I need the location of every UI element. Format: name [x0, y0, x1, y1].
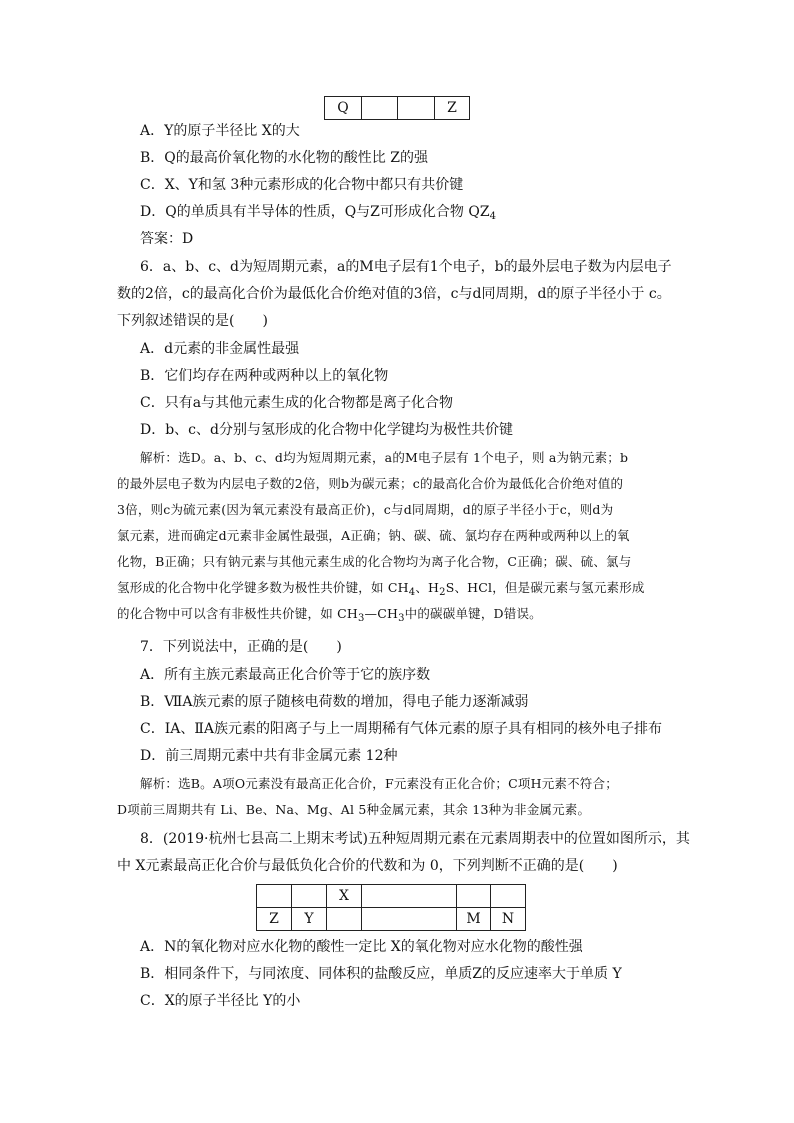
table1-cell-3: [398, 97, 435, 120]
table2-cell-m: M: [457, 908, 491, 931]
q7-option-d: D．前三周期元素中共有非金属元素 12种: [140, 748, 398, 764]
table2-r2-c3: [327, 908, 362, 931]
table2-r1-c5: [457, 885, 491, 908]
table2-cell-x: X: [327, 885, 362, 908]
table2-cell-y: Y: [292, 908, 327, 931]
table2-r1-c1: [257, 885, 292, 908]
q8-stem-line1: 8．(2019·杭州七县高二上期末考试)五种短周期元素在元素周期表中的位置如图所示，其: [140, 831, 690, 847]
q6-stem-line2: 数的2倍，c的最高化合价为最低化合价绝对值的3倍，c与d同周期，d的原子半径小于 c。: [117, 286, 671, 302]
q5-option-a: A．Y的原子半径比 X的大: [140, 123, 300, 139]
q6-option-b: B．它们均存在两种或两种以上的氧化物: [140, 368, 389, 384]
table2-r1-c2: [292, 885, 327, 908]
table2-cell-z: Z: [257, 908, 292, 931]
q6-option-d: D．b、c、d分别与氢形成的化合物中化学键均为极性共价键: [140, 422, 513, 438]
q6-explanation-line6: 氢形成的化合物中化学键多数为极性共价键，如 $CH_4$、$H_2S$、HCl，但是碳元素与氢元素形成: [117, 580, 645, 598]
q6-option-c: C．只有a与其他元素生成的化合物都是离子化合物: [140, 395, 454, 411]
q8-option-c: C．X的原子半径比 Y的小: [140, 993, 301, 1009]
q8-stem-line2: 中 X元素最高正化合价与最低负化合价的代数和为 0，下列判断不正确的是( ): [117, 858, 618, 874]
table2-r2-c4: [362, 908, 457, 931]
periodic-table-fragment-2: [256, 884, 526, 931]
q5-option-b: B．Q的最高价氧化物的水化物的酸性比 Z的强: [140, 150, 428, 166]
q7-explanation-line1: 解析：选B。A项O元素没有最高正化合价，F元素没有正化合价；C项H元素不符合；: [140, 776, 618, 791]
q8-option-b: B．相同条件下，与同浓度、同体积的盐酸反应，单质Z的反应速率大于单质 Y: [140, 966, 622, 982]
q6-stem-line3: 下列叙述错误的是( ): [117, 313, 268, 329]
q6-explanation-line1: 解析：选D。a、b、c、d均为短周期元素，a的M电子层有 1个电子，则 a为钠元素；b: [140, 450, 629, 465]
table2-cell-n: N: [491, 908, 526, 931]
q5-option-d: D．Q的单质具有半导体的性质，Q与Z可形成化合物 $QZ_4$: [140, 204, 496, 222]
q5-option-c: C．X、Y和氢 3种元素形成的化合物中都只有共价键: [140, 177, 464, 193]
q6-explanation-line5: 化物，B正确；只有钠元素与其他元素生成的化合物均为离子化合物，C正确；碳、硫、氯与: [117, 554, 632, 569]
table2-r1-c4: [362, 885, 457, 908]
q6-explanation-line3: 3倍，则c为硫元素(因为氧元素没有最高正价)，c与d同周期，d的原子半径小于c，则d为: [117, 502, 614, 517]
q7-option-b: B．ⅦA族元素的原子随核电荷数的增加，得电子能力逐渐减弱: [140, 694, 529, 710]
q6-stem-line1: 6．a、b、c、d为短周期元素，a的M电子层有1个电子，b的最外层电子数为内层电子: [140, 259, 672, 275]
q6-explanation-line7: 的化合物中可以含有非极性共价键，如 $CH_3—CH_3$中的碳碳单键，D错误。: [117, 606, 542, 624]
q7-option-c: C．ⅠA、ⅡA族元素的阳离子与上一周期稀有气体元素的原子具有相同的核外电子排布: [140, 721, 662, 737]
q7-option-a: A．所有主族元素最高正化合价等于它的族序数: [140, 667, 431, 683]
table2-r1-c6: [491, 885, 526, 908]
q6-explanation-line4: 氯元素，进而确定d元素非金属性最强，A正确；钠、碳、硫、氯均存在两种或两种以上的氧: [117, 528, 630, 543]
q7-stem: 7．下列说法中，正确的是( ): [140, 639, 342, 655]
table1-cell-2: [362, 97, 398, 120]
table1-cell-q: Q: [325, 97, 362, 120]
table1-cell-z: Z: [435, 97, 470, 120]
periodic-table-fragment-1: [324, 96, 470, 120]
q8-option-a: A．N的氧化物对应水化物的酸性一定比 X的氧化物对应水化物的酸性强: [140, 939, 583, 955]
q5-answer: 答案：D: [140, 231, 194, 247]
q6-option-a: A．d元素的非金属性最强: [140, 341, 300, 357]
q7-explanation-line2: D项前三周期共有 Li、Be、Na、Mg、Al 5种金属元素，其余 13种为非金属元素。: [117, 802, 591, 817]
q6-explanation-line2: 的最外层电子数为内层电子数的2倍，则b为碳元素；c的最高化合价为最低化合价绝对值的: [117, 476, 624, 491]
